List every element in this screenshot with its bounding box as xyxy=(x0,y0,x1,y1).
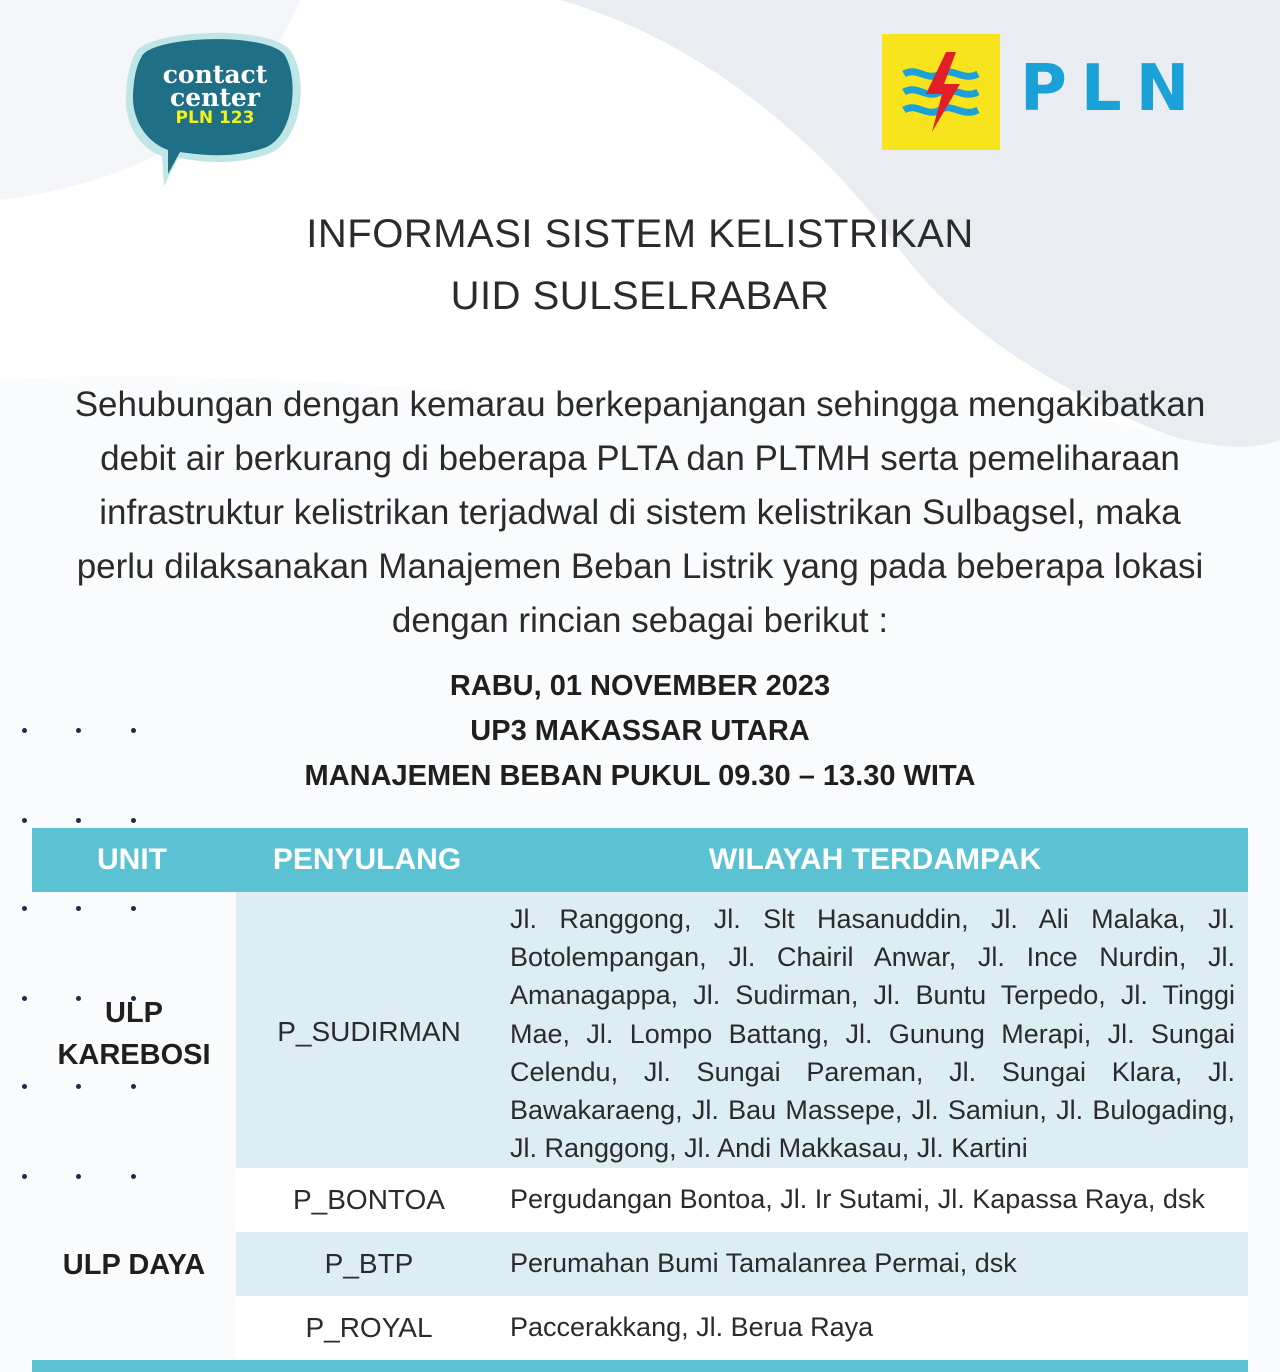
wilayah-cell: Pergudangan Bontoa, Jl. Ir Sutami, Jl. Kapassa Raya, dsk xyxy=(510,1184,1205,1214)
page-title-line2: UID SULSELRABAR xyxy=(450,274,830,318)
logo-text-pln123: PLN 123 xyxy=(175,108,255,128)
penyulang-cell: P_SUDIRMAN xyxy=(277,1016,461,1047)
announcement-text: Sehubungan dengan kemarau berkepanjangan sehingga mengakibatkan debit air berkurang di beberapa PLTA dan PLTMH serta pemeliharaan infrastruktur kelistrikan terjadwal di sistem kelistrikan Sulbagsel, maka perlu dilaksanakan Manajemen Beban Listrik yang pada beberapa lokasi dengan rincian sebagai berikut : xyxy=(74,385,1206,640)
outage-table xyxy=(32,828,1248,1372)
pln-logo-emblem xyxy=(882,34,1000,150)
logo-text-center: center xyxy=(170,83,260,112)
logo-text-contact: contact xyxy=(162,60,268,89)
wilayah-cell: Jl. Ranggong, Jl. Slt Hasanuddin, Jl. Ali Malaka, Jl. Botolempangan, Jl. Chairil Anwar, Jl. Ince Nurdin, Jl. Amanagappa, Jl. Sudirman, Jl. Buntu Terpedo, Jl. Tinggi Mae, Jl. Lompo Battang, Jl. Gunung Merapi, Jl. Sungai Celendu, Jl. Sungai Pareman, Jl. Sungai Klara, Jl. Bawakaraeng, Jl. Bau Massepe, Jl. Samiun, Jl. Bulogading, Jl. Ranggong, Jl. Andi Makkasau, Jl. Kartini xyxy=(510,904,1235,1164)
lightning-wave-icon xyxy=(882,34,1000,150)
header-wilayah: WILAYAH TERDAMPAK xyxy=(708,843,1042,876)
schedule-time: MANAJEMEN BEBAN PUKUL 09.30 – 13.30 WITA xyxy=(304,760,976,792)
schedule-area: UP3 MAKASSAR UTARA xyxy=(470,715,810,747)
penyulang-cell: P_BONTOA xyxy=(293,1184,445,1215)
table-bottom-border xyxy=(32,1360,1248,1372)
penyulang-cell: P_ROYAL xyxy=(305,1312,433,1343)
unit-cell-daya: ULP DAYA xyxy=(62,1249,206,1281)
pln-wordmark: PLN xyxy=(1020,52,1204,126)
unit-cell-karebosi: ULP KAREBOSI xyxy=(57,997,211,1071)
schedule-date: RABU, 01 NOVEMBER 2023 xyxy=(449,670,831,702)
header-unit: UNIT xyxy=(97,843,167,876)
table-header xyxy=(32,828,1248,892)
page-title-line1: INFORMASI SISTEM KELISTRIKAN xyxy=(306,212,974,256)
penyulang-cell: P_BTP xyxy=(324,1248,414,1279)
wilayah-cell: Paccerakkang, Jl. Berua Raya xyxy=(510,1312,874,1342)
wilayah-cell: Perumahan Bumi Tamalanrea Permai, dsk xyxy=(510,1248,1017,1278)
header-penyulang: PENYULANG xyxy=(272,843,462,876)
